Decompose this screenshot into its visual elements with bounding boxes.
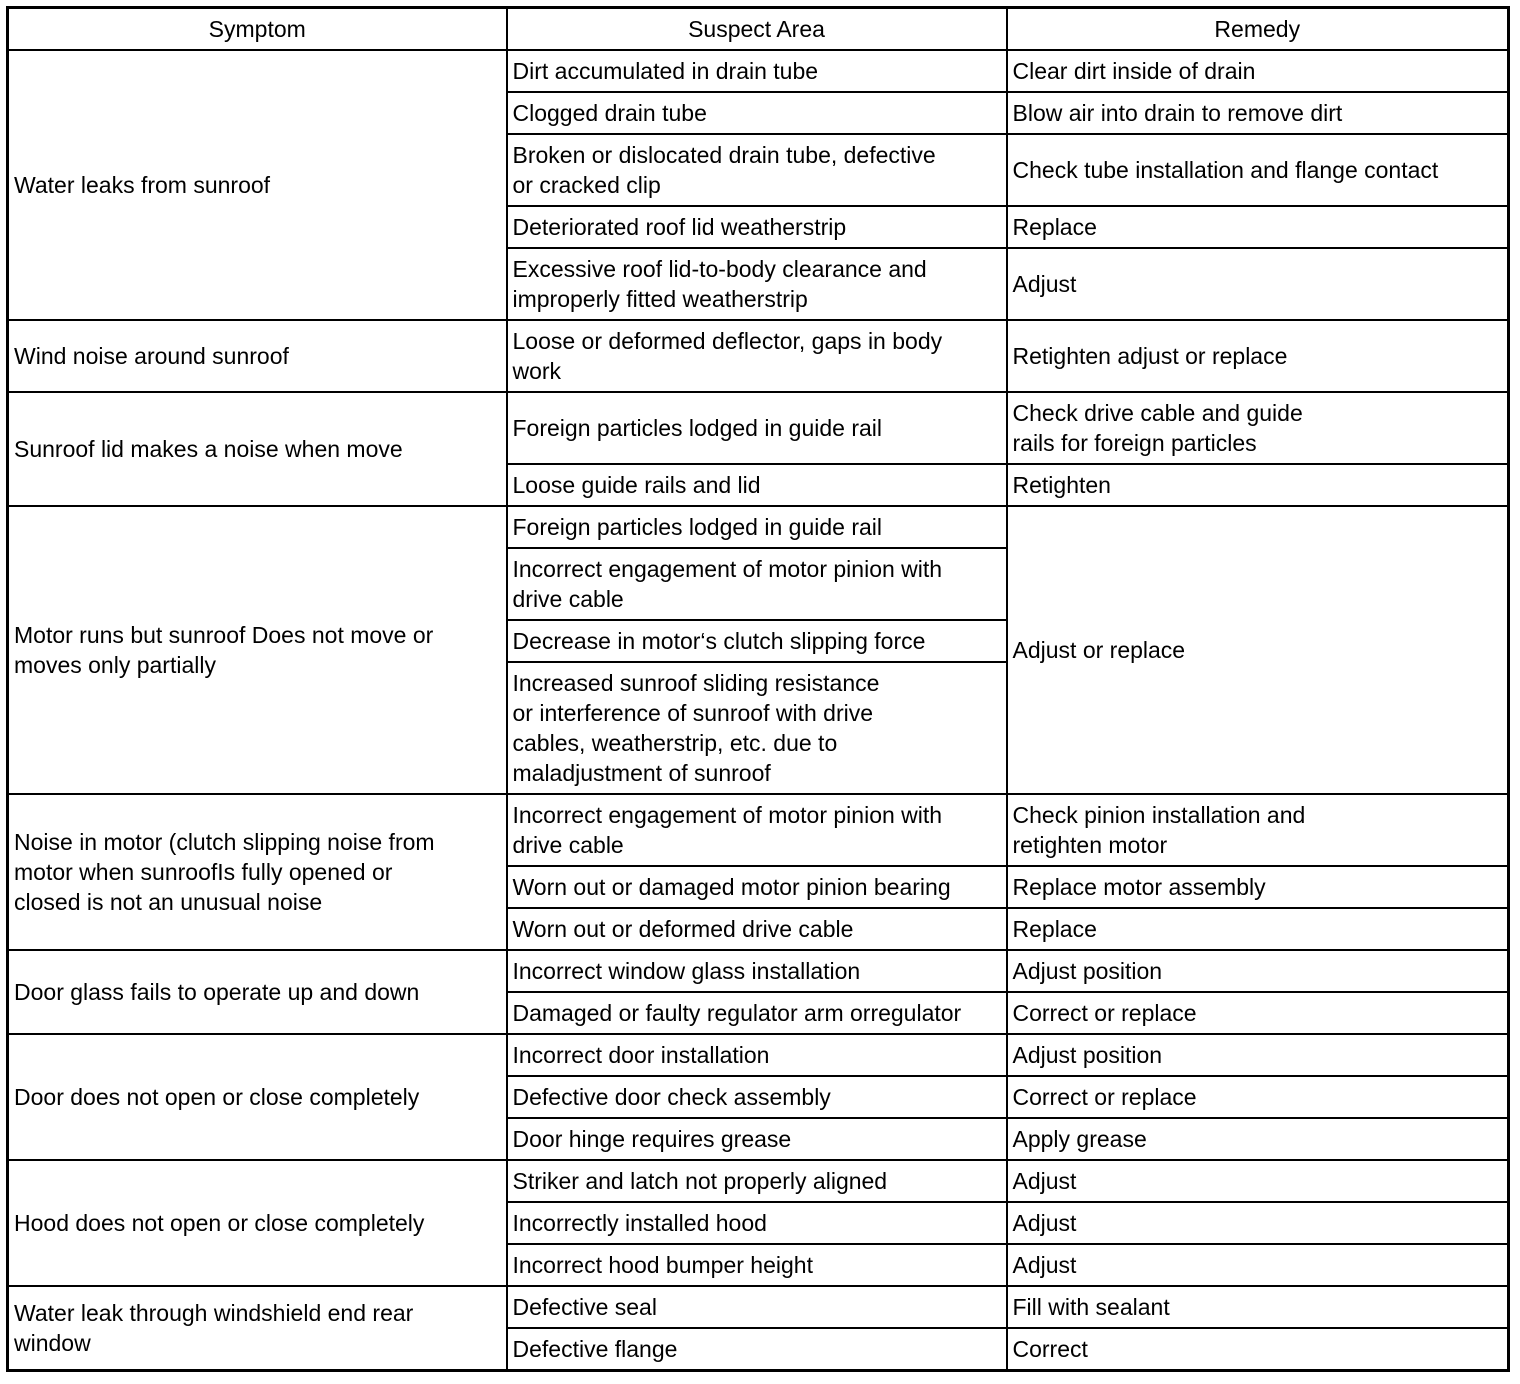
symptom-text: Hood does not open or close completely <box>14 1210 425 1236</box>
suspect-area-cell <box>507 794 1007 866</box>
suspect-area-text: Foreign particles lodged in guide rail <box>512 514 882 540</box>
suspect-area-cell <box>507 1202 1007 1244</box>
suspect-area-cell <box>507 134 1007 206</box>
suspect-area-cell <box>507 464 1007 506</box>
suspect-area-cell <box>507 206 1007 248</box>
suspect-area-cell <box>507 392 1007 464</box>
symptom-cell <box>8 506 507 794</box>
remedy-text: Apply grease <box>1012 1126 1147 1152</box>
remedy-cell <box>1007 1160 1509 1202</box>
suspect-area-text: Worn out or damaged motor pinion bearing <box>512 874 951 900</box>
symptom-text: Water leak through windshield end rear window <box>14 1300 414 1356</box>
remedy-cell <box>1007 1328 1509 1371</box>
remedy-cell <box>1007 1034 1509 1076</box>
symptom-cell <box>8 1160 507 1286</box>
suspect-area-cell <box>507 620 1007 662</box>
remedy-text: Check tube installation and flange contact <box>1012 157 1439 183</box>
table-row <box>8 50 1509 92</box>
suspect-area-cell <box>507 320 1007 392</box>
remedy-text: Adjust or replace <box>1012 637 1186 663</box>
remedy-cell <box>1007 1076 1509 1118</box>
suspect-area-text: Clogged drain tube <box>512 100 707 126</box>
symptom-text: Sunroof lid makes a noise when move <box>14 436 403 462</box>
remedy-cell <box>1007 1202 1509 1244</box>
suspect-area-text: Striker and latch not properly aligned <box>512 1168 888 1194</box>
suspect-area-cell <box>507 1160 1007 1202</box>
suspect-area-cell <box>507 1244 1007 1286</box>
table-row <box>8 506 1509 548</box>
suspect-area-cell <box>507 92 1007 134</box>
remedy-text: Correct or replace <box>1012 1000 1197 1026</box>
symptom-text: Water leaks from sunroof <box>14 172 271 198</box>
symptom-text: Door glass fails to operate up and down <box>14 979 420 1005</box>
remedy-cell <box>1007 992 1509 1034</box>
suspect-area-cell <box>507 248 1007 320</box>
table-row <box>8 320 1509 392</box>
suspect-area-cell <box>507 1034 1007 1076</box>
table-row <box>8 1160 1509 1202</box>
remedy-text: Adjust <box>1012 1168 1077 1194</box>
remedy-text: Adjust <box>1012 271 1077 297</box>
remedy-text: Check drive cable and guide rails for foreign particles <box>1012 400 1303 456</box>
remedy-cell <box>1007 50 1509 92</box>
symptom-cell <box>8 50 507 320</box>
symptom-cell <box>8 320 507 392</box>
suspect-area-text: Incorrect hood bumper height <box>512 1252 813 1278</box>
symptom-cell <box>8 794 507 950</box>
suspect-area-text: Increased sunroof sliding resistance or interference of sunroof with drive cables, weatherstrip, etc. due to maladjustment of sunroof <box>512 670 880 786</box>
remedy-text: Clear dirt inside of drain <box>1012 58 1256 84</box>
table-row <box>8 1286 1509 1328</box>
suspect-area-text: Defective door check assembly <box>512 1084 831 1110</box>
suspect-area-text: Incorrect window glass installation <box>512 958 861 984</box>
table-row <box>8 794 1509 866</box>
suspect-area-cell <box>507 50 1007 92</box>
suspect-area-text: Door hinge requires grease <box>512 1126 792 1152</box>
suspect-area-cell <box>507 908 1007 950</box>
suspect-area-text: Defective flange <box>512 1336 678 1362</box>
remedy-text: Check pinion installation and retighten motor <box>1012 802 1306 858</box>
suspect-area-text: Broken or dislocated drain tube, defective or cracked clip <box>512 142 936 198</box>
suspect-area-text: Incorrect engagement of motor pinion with drive cable <box>512 802 943 858</box>
symptom-text: Motor runs but sunroof Does not move or moves only partially <box>14 622 434 678</box>
remedy-text: Replace motor assembly <box>1012 874 1266 900</box>
remedy-cell <box>1007 92 1509 134</box>
suspect-area-cell <box>507 1328 1007 1371</box>
suspect-area-cell <box>507 1118 1007 1160</box>
suspect-area-text: Incorrect door installation <box>512 1042 770 1068</box>
suspect-area-text: Decrease in motor‘s clutch slipping force <box>512 628 926 654</box>
remedy-cell <box>1007 1286 1509 1328</box>
remedy-text: Blow air into drain to remove dirt <box>1012 100 1343 126</box>
symptom-text: Door does not open or close completely <box>14 1084 420 1110</box>
table-body <box>8 50 1509 1371</box>
remedy-text: Retighten <box>1012 472 1111 498</box>
remedy-cell <box>1007 206 1509 248</box>
remedy-text: Replace <box>1012 214 1097 240</box>
suspect-area-text: Defective seal <box>512 1294 657 1320</box>
header-remedy: Remedy <box>1007 8 1509 51</box>
suspect-area-cell <box>507 866 1007 908</box>
remedy-cell <box>1007 866 1509 908</box>
remedy-cell <box>1007 794 1509 866</box>
suspect-area-cell <box>507 662 1007 794</box>
remedy-text: Adjust <box>1012 1210 1077 1236</box>
suspect-area-text: Excessive roof lid-to-body clearance and improperly fitted weatherstrip <box>512 256 927 312</box>
remedy-text: Correct or replace <box>1012 1084 1197 1110</box>
remedy-text: Fill with sealant <box>1012 1294 1170 1320</box>
remedy-text: Adjust position <box>1012 1042 1163 1068</box>
suspect-area-cell <box>507 548 1007 620</box>
table-row <box>8 392 1509 464</box>
symptom-text: Wind noise around sunroof <box>14 343 289 369</box>
suspect-area-cell <box>507 506 1007 548</box>
remedy-cell <box>1007 248 1509 320</box>
symptom-cell <box>8 950 507 1034</box>
symptom-cell <box>8 1034 507 1160</box>
remedy-text: Replace <box>1012 916 1097 942</box>
remedy-text: Retighten adjust or replace <box>1012 343 1288 369</box>
symptom-cell <box>8 392 507 506</box>
suspect-area-text: Incorrect engagement of motor pinion with drive cable <box>512 556 943 612</box>
remedy-text: Adjust position <box>1012 958 1163 984</box>
remedy-cell <box>1007 392 1509 464</box>
table-row <box>8 950 1509 992</box>
suspect-area-cell <box>507 1076 1007 1118</box>
table-row <box>8 1034 1509 1076</box>
suspect-area-cell <box>507 992 1007 1034</box>
suspect-area-text: Worn out or deformed drive cable <box>512 916 854 942</box>
suspect-area-text: Loose or deformed deflector, gaps in body work <box>512 328 943 384</box>
suspect-area-text: Foreign particles lodged in guide rail <box>512 415 882 441</box>
suspect-area-cell <box>507 950 1007 992</box>
header-suspect-area: Suspect Area <box>507 8 1007 51</box>
remedy-cell <box>1007 908 1509 950</box>
header-row <box>8 8 1509 51</box>
remedy-cell <box>1007 950 1509 992</box>
remedy-cell <box>1007 464 1509 506</box>
header-symptom: Symptom <box>8 8 507 51</box>
suspect-area-text: Deteriorated roof lid weatherstrip <box>512 214 847 240</box>
remedy-cell <box>1007 506 1509 794</box>
symptom-cell <box>8 1286 507 1371</box>
suspect-area-text: Damaged or faulty regulator arm orregulator <box>512 1000 962 1026</box>
remedy-cell <box>1007 134 1509 206</box>
suspect-area-text: Incorrectly installed hood <box>512 1210 767 1236</box>
remedy-cell <box>1007 320 1509 392</box>
remedy-text: Adjust <box>1012 1252 1077 1278</box>
remedy-cell <box>1007 1244 1509 1286</box>
suspect-area-text: Dirt accumulated in drain tube <box>512 58 819 84</box>
symptom-text: Noise in motor (clutch slipping noise from motor when sunroofIs fully opened or closed is not an unusual noise <box>14 829 435 915</box>
suspect-area-text: Loose guide rails and lid <box>512 472 761 498</box>
remedy-cell <box>1007 1118 1509 1160</box>
suspect-area-cell <box>507 1286 1007 1328</box>
remedy-text: Correct <box>1012 1336 1088 1362</box>
troubleshooting-table <box>6 6 1510 1372</box>
